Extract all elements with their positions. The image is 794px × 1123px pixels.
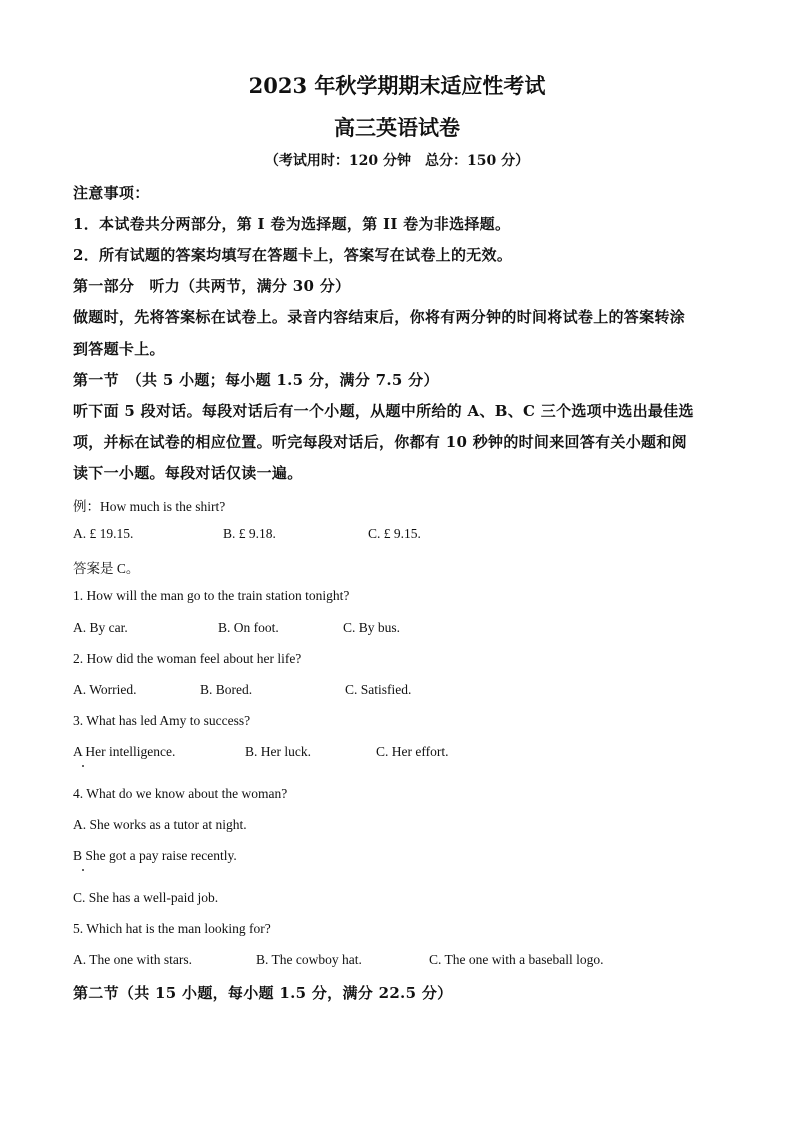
section2-heading: 第二节（共 15 小题，每小题 1.5 分，满分 22.5 分）	[73, 984, 453, 1002]
notes-heading: 注意事项：	[73, 184, 150, 202]
q2-option-c: C. Satisfied.	[345, 682, 412, 697]
example-option-b: B. £ 9.18.	[223, 526, 276, 541]
section1-instruction: 项，并标在试卷的相应位置。听完每段对话后，你都有 10 秒钟的时间来回答有关小题和阅	[73, 433, 687, 451]
q2-option-a: A. Worried.	[73, 682, 137, 697]
note-item-1: 1．本试卷共分两部分，第 I 卷为选择题，第 II 卷为非选择题。	[73, 215, 511, 233]
example-answer: 答案是 C。	[73, 561, 140, 576]
q4-option-b: B She got a pay raise recently.	[73, 848, 237, 863]
stray-dot	[82, 869, 84, 871]
section1-instruction: 听下面 5 段对话。每段对话后有一个小题，从题中所给的 A、B、C 三个选项中选出最佳选	[73, 402, 694, 420]
example-option-a: A. £ 19.15.	[73, 526, 134, 541]
q4-option-c: C. She has a well-paid job.	[73, 890, 219, 905]
question-1: 1. How will the man go to the train station tonight?	[73, 588, 350, 603]
q4-option-a: A. She works as a tutor at night.	[73, 817, 247, 832]
q3-option-c: C. Her effort.	[376, 744, 449, 759]
example-question: 例：How much is the shirt?	[73, 499, 226, 514]
part1-instruction: 做题时，先将答案标在试卷上。录音内容结束后，你将有两分钟的时间将试卷上的答案转涂	[73, 308, 686, 326]
question-3: 3. What has led Amy to success?	[73, 713, 251, 728]
part1-heading: 第一部分 听力（共两节，满分 30 分）	[73, 277, 351, 295]
exam-title: 2023 年秋学期期末适应性考试	[248, 73, 546, 98]
section1-instruction: 读下一小题。每段对话仅读一遍。	[73, 464, 303, 482]
question-2: 2. How did the woman feel about her life?	[73, 651, 302, 666]
note-item-2: 2．所有试题的答案均填写在答题卡上，答案写在试卷上的无效。	[73, 246, 513, 264]
q1-option-c: C. By bus.	[343, 620, 401, 635]
q5-option-c: C. The one with a baseball logo.	[429, 952, 604, 967]
question-5: 5. Which hat is the man looking for?	[73, 921, 271, 936]
example-option-c: C. £ 9.15.	[368, 526, 421, 541]
exam-info: （考试用时：120 分钟 总分：150 分）	[264, 153, 530, 169]
exam-subtitle: 高三英语试卷	[334, 115, 460, 140]
q3-option-b: B. Her luck.	[245, 744, 311, 759]
q5-option-a: A. The one with stars.	[73, 952, 192, 967]
question-4: 4. What do we know about the woman?	[73, 786, 288, 801]
q5-option-b: B. The cowboy hat.	[256, 952, 362, 967]
q1-option-a: A. By car.	[73, 620, 128, 635]
section1-heading: 第一节 （共 5 小题；每小题 1.5 分，满分 7.5 分）	[73, 371, 439, 389]
q1-option-b: B. On foot.	[218, 620, 279, 635]
q3-option-a: A Her intelligence.	[73, 744, 176, 759]
q2-option-b: B. Bored.	[200, 682, 253, 697]
part1-instruction: 到答题卡上。	[73, 340, 165, 358]
stray-dot	[82, 765, 84, 767]
